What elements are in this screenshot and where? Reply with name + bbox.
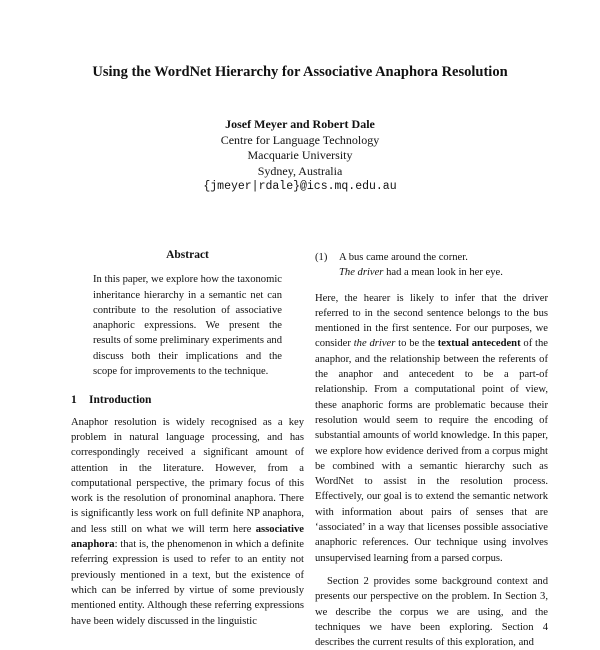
author-block [0,117,600,195]
body-paragraph [315,291,548,566]
abstract-heading: Abstract [166,249,209,261]
author-names: Josef Meyer and Robert Dale [225,117,375,131]
body-paragraph: Section 2 provides some background context and presents our perspective on the problem. In Section 3, we describe the corpus we are using, and the techniques we have been exploring. Section 4 describes the current results of this exploration, and [315,575,548,649]
intro-text: Anaphor resolution is widely recognised as a key problem in natural language processing, and has correspondingly received a significant amount of attention in the literature. However, from a computational perspective, the primary focus of this work is the resolution of pronominal anaphora. There is significantly less work on full definite NP anaphora, and less still on what we will term here [71,416,304,535]
section-heading [71,393,304,408]
intro-text-cont: : that is, the phenomenon in which a definite referring expression is used to refer to an entity not previously mentioned in a text, but the existence of which can be inferred by virtue of some previously mentioned entity. Although these referring expressions have been widely discussed in the linguistic [71,539,304,627]
intro-paragraph [71,415,304,629]
example-sentence [339,265,503,280]
abstract-text: In this paper, we explore how the taxonomic inheritance hierarchy in a semantic net can contribute to the resolution of associative anaphoric expressions. We present the results of some preliminary experiments and discuss both their implications and the scope for improvements to the technique. [93,274,282,378]
paper-title: Using the WordNet Hierarchy for Associative Anaphora Resolution [92,64,508,80]
body-term: textual antecedent [437,338,521,350]
author-email: {jmeyer|rdale}@ics.mq.edu.au [203,180,397,193]
section-number: 1 [71,394,77,407]
example-sentence: A bus came around the corner. [339,252,468,263]
affiliation-line: Sydney, Australia [257,163,343,178]
right-column [315,250,548,650]
affiliation-line: Macquarie University [247,148,353,162]
body-text: Here, the hearer is likely to infer that the driver referred to in the second sentence belongs to the bus mentioned in the first sentence. For our purposes, we consider [315,292,548,350]
example-number: (1) [315,252,328,263]
body-emphasis: the driver [353,338,396,350]
example-1 [315,250,548,281]
body-text: to be the [395,338,438,350]
intro-term: associative anaphora [71,523,304,551]
section-title: Introduction [89,394,152,407]
left-column [71,248,304,629]
body-text: of the anaphor, and the relationship between the referents of the anaphor and antecedent to be a part-of relationship. From a computational point of view, these anaphoric forms are problematic because their resolution would seem to require the encoding of substantial amounts of world knowledge. In this paper, we explore how evidence derived from a corpus might be combined with a semantic hierarchy such as WordNet to assist in the resolution process. Effectively, our goal is to extend the semantic network with information about pairs of senses that are ‘associated’ in a way that licenses possible associative anaphoric references. Our technique using involves unsupervised learning from a parsed corpus. [315,338,548,564]
example-rest: had a mean look in her eye. [383,267,503,279]
affiliation-line: Centre for Language Technology [220,132,380,147]
example-emphasis: The driver [339,267,384,279]
